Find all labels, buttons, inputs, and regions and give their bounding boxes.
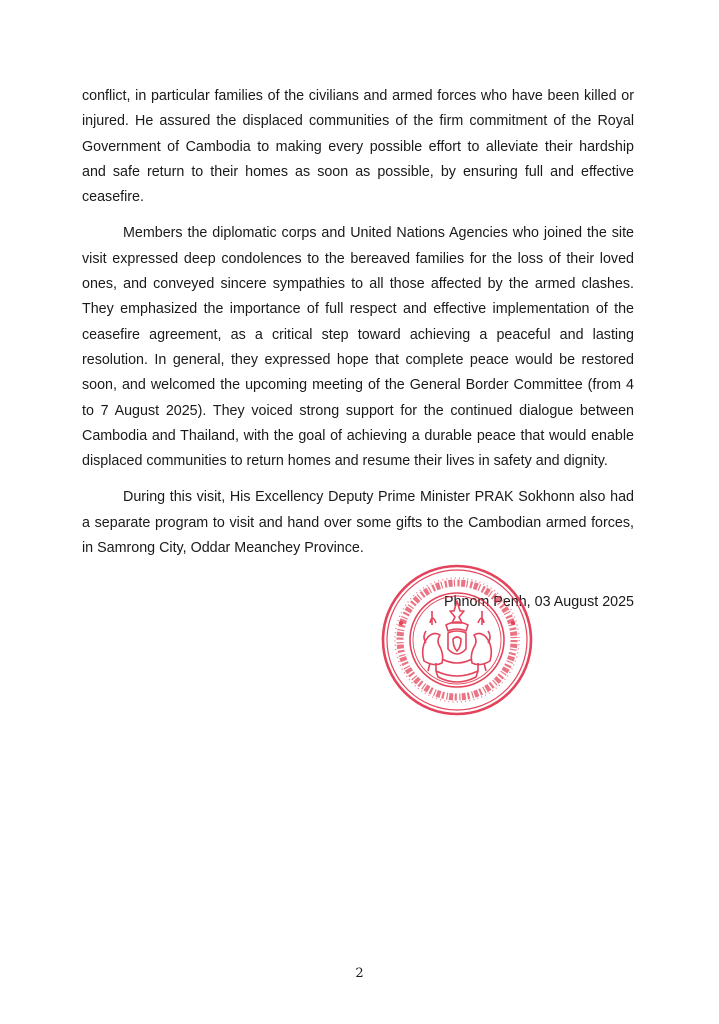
page-number: 2 [355,966,364,981]
paragraph-continuation: conflict, in particular families of the civilians and armed forces who have been killed or injured. He assured the displaced communities of the firm commitment of the Royal Government of Cambodia to making every possible effort to alleviate their hardship and safe return to their homes as soon as possible, by ensuring full and effective ceasefire. [82,88,634,206]
official-seal-icon [380,563,534,717]
document-body [82,84,634,572]
paragraph-visit-program: During this visit, His Excellency Deputy Prime Minister PRAK Sokhonn also had a separate program to visit and hand over some gifts to the Cambodian armed forces, in Samrong City, Oddar Meanchey Province. [82,489,634,557]
place-date-line: Phnom Penh, 03 August 2025 [444,594,634,610]
paragraph-diplomatic-corps: Members the diplomatic corps and United Nations Agencies who joined the site visit expressed deep condolences to the bereaved families for the loss of their loved ones, and conveyed sincere sympathies to all those affected by the armed clashes. They emphasized the importance of full respect and effective implementation of the ceasefire agreement, as a critical step toward achieving a peaceful and lasting resolution. In general, they expressed hope that complete peace would be restored soon, and welcomed the upcoming meeting of the General Border Committee (from 4 to 7 August 2025). They voiced strong support for the continued dialogue between Cambodia and Thailand, with the goal of achieving a durable peace that would enable displaced communities to return homes and resume their lives in safety and dignity. [82,225,634,470]
